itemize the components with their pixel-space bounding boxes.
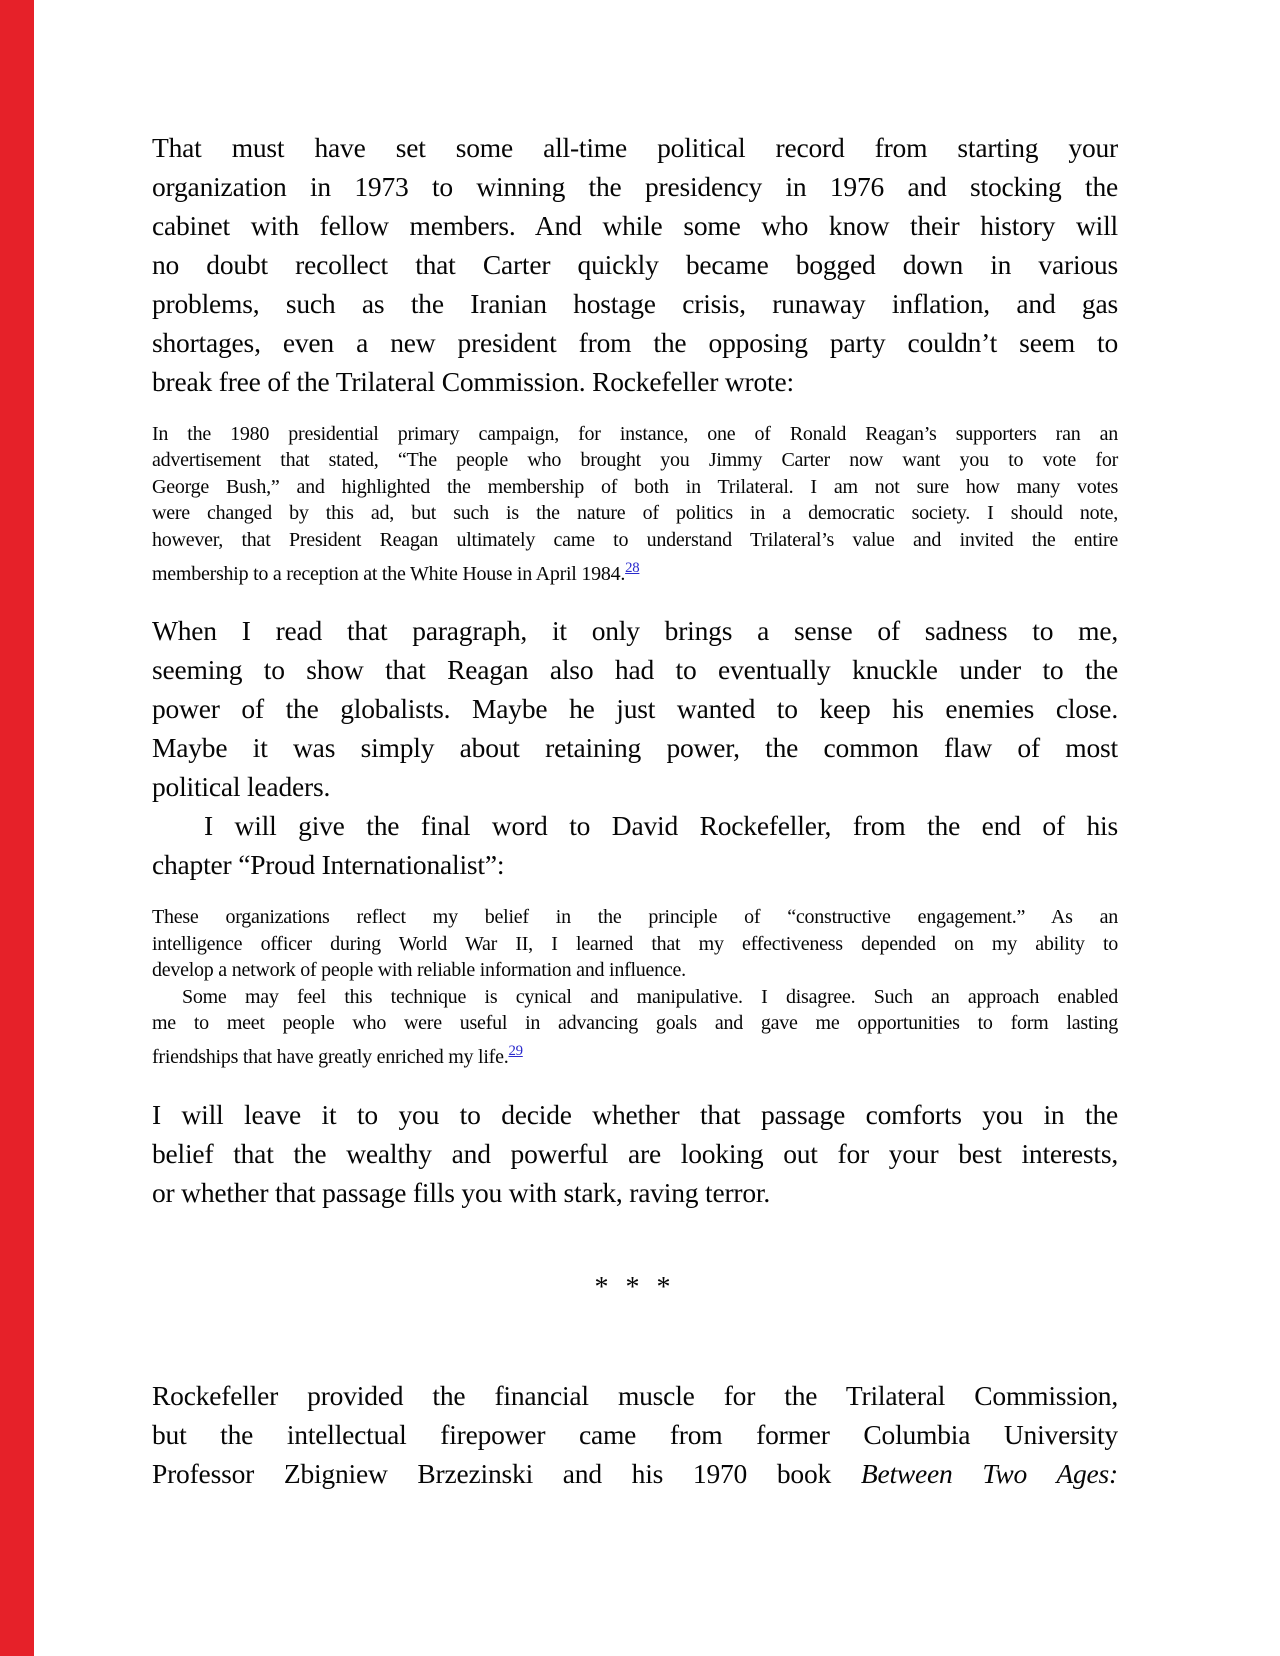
text-line: Some may feel this technique is cynical and manipulative. I disagree. Such an approach enabled	[182, 985, 1118, 1008]
text-line: chapter “Proud Internationalist”:	[152, 849, 505, 881]
text-line: These organizations reflect my belief in the principle of “constructive engagement.” As an	[152, 906, 1118, 929]
footnote-sup	[625, 560, 639, 576]
text-line: membership to a reception at the White House in April 1984.28	[152, 559, 640, 586]
text-line: or whether that passage fills you with stark, raving terror.	[152, 1176, 771, 1208]
text-line: me to meet people who were useful in advancing goals and gave me opportunities to form lasting	[152, 1012, 1118, 1035]
paragraph	[152, 1376, 1118, 1493]
text-line: Rockefeller provided the financial muscle for the Trilateral Commission,	[152, 1379, 1118, 1411]
blockquote	[152, 904, 1118, 1070]
text-line: political leaders.	[152, 771, 331, 803]
text-line: In the 1980 presidential primary campaign, for instance, one of Ronald Reagan’s supporters ran an	[152, 423, 1118, 445]
text-line: seeming to show that Reagan also had to eventually knuckle under to the	[152, 654, 1118, 686]
text-line: advertisement that stated, “The people who brought you Jimmy Carter now want you to vote for	[152, 449, 1118, 472]
left-edge-bar	[0, 0, 34, 1656]
text-line: however, that President Reagan ultimately came to understand Trilateral’s value and invited the entire	[152, 528, 1118, 551]
text-line: I will leave it to you to decide whether that passage comforts you in the	[152, 1098, 1118, 1130]
text-line: friendships that have greatly enriched my life.$^{29}$	[152, 1043, 523, 1069]
book-title-italic: Between Two Ages:	[860, 1457, 1118, 1489]
text-line: cabinet with fellow members. And while some who know their history will	[152, 210, 1118, 241]
text-line: power of the globalists. Maybe he just wanted to keep his enemies close.	[152, 693, 1118, 725]
text-line: That must have set some all-time political record from starting your	[152, 132, 1118, 163]
text-line: no doubt recollect that Carter quickly became bogged down in various	[152, 249, 1118, 280]
paragraph	[152, 611, 1118, 884]
text-line: I will give the final word to David Rockefeller, from the end of his	[204, 810, 1118, 842]
text-line: When I read that paragraph, it only brings a sense of sadness to me,	[152, 615, 1118, 647]
text-line: organization in 1973 to winning the presidency in 1976 and stocking the	[152, 171, 1118, 202]
paragraph	[152, 1095, 1118, 1212]
section-separator: * * *	[594, 1271, 676, 1303]
paragraph	[152, 128, 1118, 401]
page-content	[152, 128, 1118, 1493]
text-line: belief that the wealthy and powerful are looking out for your best interests,	[152, 1137, 1118, 1169]
text-line: Professor Zbigniew Brzezinski and his 1970 book Between Two Ages:	[152, 1457, 1118, 1489]
text-line: shortages, even a new president from the opposing party couldn’t seem to	[152, 327, 1118, 358]
text-line: George Bush,” and highlighted the membership of both in Trilateral. I am not sure how many votes	[152, 475, 1118, 498]
footnote-link-28[interactable]: 28	[625, 559, 640, 576]
blockquote	[152, 421, 1118, 587]
text-line: intelligence officer during World War II, I learned that my effectiveness depended on my ability to	[152, 932, 1118, 955]
text-line: but the intellectual firepower came from former Columbia University	[152, 1418, 1118, 1450]
footnote-sup	[508, 1043, 522, 1059]
text-line: were changed by this ad, but such is the nature of politics in a democratic society. I should note,	[152, 502, 1118, 525]
text-line: develop a network of people with reliable information and influence.	[152, 959, 686, 982]
text-line: Maybe it was simply about retaining power, the common flaw of most	[152, 732, 1118, 764]
text-line: break free of the Trilateral Commission. Rockefeller wrote:	[152, 366, 794, 397]
text-line: problems, such as the Iranian hostage crisis, runaway inflation, and gas	[152, 288, 1118, 319]
footnote-link-29[interactable]: 29	[508, 1043, 523, 1060]
